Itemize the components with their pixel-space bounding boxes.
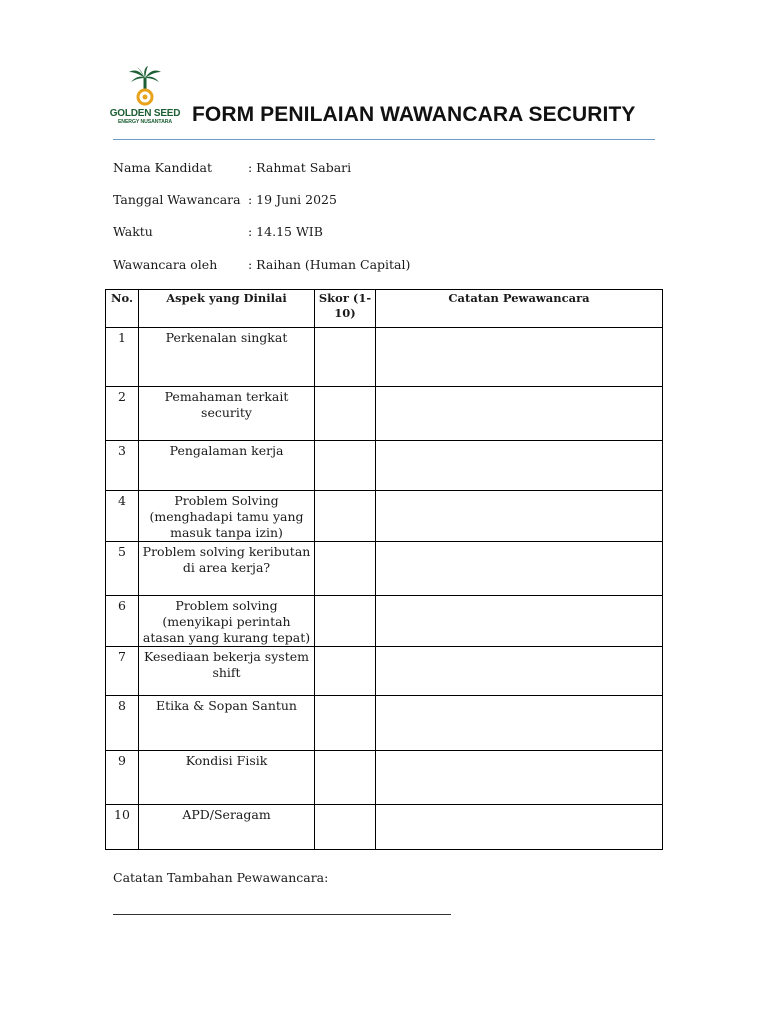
table-row	[106, 751, 663, 805]
cell-no: 8	[106, 696, 139, 751]
cell-aspek: Pemahaman terkait security	[139, 387, 315, 441]
palm-tree-icon	[128, 66, 162, 108]
header-catatan: Catatan Pewawancara	[376, 290, 663, 328]
cell-no: 10	[106, 805, 139, 850]
info-label: Waktu	[113, 224, 153, 239]
form-title: FORM PENILAIAN WAWANCARA SECURITY	[192, 103, 636, 126]
table-row	[106, 596, 663, 647]
additional-notes-line[interactable]	[113, 914, 451, 915]
cell-skor[interactable]	[315, 805, 376, 850]
cell-catatan[interactable]	[376, 805, 663, 850]
cell-catatan[interactable]	[376, 387, 663, 441]
info-value: : Rahmat Sabari	[248, 160, 352, 175]
cell-catatan[interactable]	[376, 441, 663, 491]
cell-aspek: Kesediaan bekerja system shift	[139, 647, 315, 696]
cell-skor[interactable]	[315, 441, 376, 491]
table-row	[106, 491, 663, 542]
cell-catatan[interactable]	[376, 542, 663, 596]
cell-aspek: APD/Seragam	[139, 805, 315, 850]
cell-skor[interactable]	[315, 387, 376, 441]
logo-brand-subtitle: ENERGY NUSANTARA	[117, 119, 173, 125]
cell-catatan[interactable]	[376, 328, 663, 387]
cell-skor[interactable]	[315, 491, 376, 542]
table-row	[106, 542, 663, 596]
cell-catatan[interactable]	[376, 751, 663, 805]
cell-aspek: Pengalaman kerja	[139, 441, 315, 491]
info-label: Wawancara oleh	[113, 257, 218, 272]
info-value: : 14.15 WIB	[248, 224, 323, 239]
cell-no: 4	[106, 491, 139, 542]
cell-skor[interactable]	[315, 328, 376, 387]
company-logo	[108, 66, 182, 128]
cell-skor[interactable]	[315, 696, 376, 751]
cell-no: 2	[106, 387, 139, 441]
cell-skor[interactable]	[315, 542, 376, 596]
info-label: Nama Kandidat	[113, 160, 212, 175]
cell-no: 5	[106, 542, 139, 596]
cell-no: 9	[106, 751, 139, 805]
table-row	[106, 696, 663, 751]
table-header-row	[106, 290, 663, 328]
info-label: Tanggal Wawancara	[113, 192, 241, 207]
cell-catatan[interactable]	[376, 696, 663, 751]
additional-notes-label: Catatan Tambahan Pewawancara:	[113, 870, 329, 885]
logo-brand-name: GOLDEN SEED	[109, 108, 181, 119]
cell-catatan[interactable]	[376, 647, 663, 696]
assessment-table	[105, 289, 663, 850]
cell-aspek: Etika & Sopan Santun	[139, 696, 315, 751]
cell-no: 6	[106, 596, 139, 647]
table-row	[106, 387, 663, 441]
cell-aspek: Kondisi Fisik	[139, 751, 315, 805]
cell-skor[interactable]	[315, 596, 376, 647]
info-value: : Raihan (Human Capital)	[248, 257, 411, 272]
header-no: No.	[106, 290, 139, 328]
cell-aspek: Problem Solving (menghadapi tamu yang masuk tanpa izin)	[139, 491, 315, 542]
table-row	[106, 328, 663, 387]
cell-catatan[interactable]	[376, 596, 663, 647]
header-aspek: Aspek yang Dinilai	[139, 290, 315, 328]
cell-no: 3	[106, 441, 139, 491]
cell-skor[interactable]	[315, 647, 376, 696]
cell-skor[interactable]	[315, 751, 376, 805]
cell-no: 1	[106, 328, 139, 387]
cell-no: 7	[106, 647, 139, 696]
table-row	[106, 647, 663, 696]
cell-aspek: Problem solving keributan di area kerja?	[139, 542, 315, 596]
table-row	[106, 805, 663, 850]
table-row	[106, 441, 663, 491]
info-value: : 19 Juni 2025	[248, 192, 337, 207]
header-skor: Skor (1-10)	[315, 290, 376, 328]
cell-aspek: Perkenalan singkat	[139, 328, 315, 387]
cell-catatan[interactable]	[376, 491, 663, 542]
cell-aspek: Problem solving (menyikapi perintah atasan yang kurang tepat)	[139, 596, 315, 647]
title-divider	[113, 139, 655, 140]
